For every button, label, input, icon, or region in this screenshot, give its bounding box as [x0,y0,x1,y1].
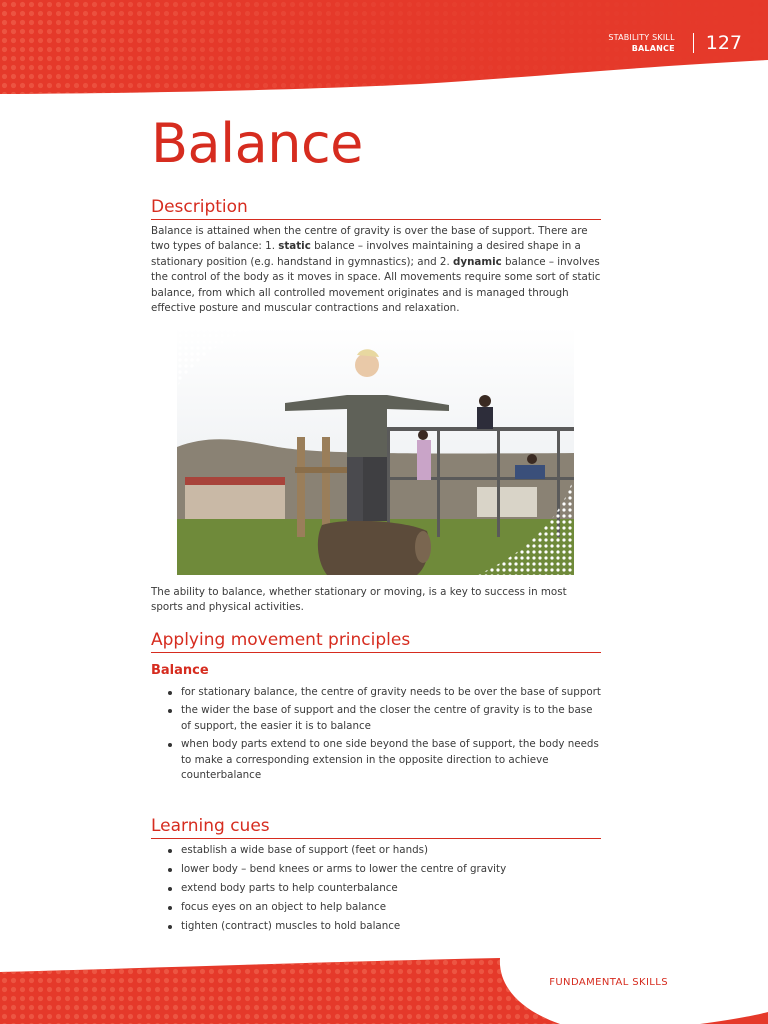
list-item: focus eyes on an object to help balance [151,900,601,915]
description-text-3: balance – involves the control of the body as it moves in space. All movements require some sort of static balance, from which all controlled movement originates and is managed through effective posture and muscular contractions and relaxation. [151,255,601,315]
list-item: when body parts extend to one side beyond the base of support, the body needs to make a corresponding extension in the opposite direction to achieve counterbalance [151,737,601,783]
description-text-2: balance – involves maintaining a desired shape in a stationary position (e.g. handstand in gymnastics); and 2. [151,240,581,268]
list-item: extend body parts to help counterbalance [151,881,601,896]
page-number: 127 [705,32,742,54]
page-header-info [608,32,742,54]
list-item: for stationary balance, the centre of gravity needs to be over the base of support [151,685,601,700]
learning-cues-list [151,843,601,934]
footer-label: FUNDAMENTAL SKILLS [549,977,668,988]
list-item: the wider the base of support and the closer the centre of gravity is to the base of support, the easier it is to balance [151,703,601,734]
photo-caption: The ability to balance, whether stationary or moving, is a key to success in most sports and physical activities. [151,586,567,614]
list-item: lower body – bend knees or arms to lower the centre of gravity [151,862,601,877]
header-divider [693,33,694,53]
list-item: establish a wide base of support (feet or hands) [151,843,601,858]
learning-cues-heading: Learning cues [151,816,601,839]
description-heading: Description [151,197,601,220]
topic-label: BALANCE [631,44,675,53]
section-label: STABILITY SKILL [608,33,675,42]
description-paragraph [151,224,601,316]
balance-subheading: Balance [151,663,209,678]
applying-list [151,685,601,783]
page-title: Balance [151,112,363,175]
applying-heading: Applying movement principles [151,630,601,653]
balance-photo [177,327,574,575]
description-text-1: Balance is attained when the centre of gravity is over the base of support. There are two types of balance: 1. [151,225,588,253]
static-term: static [278,240,311,253]
dynamic-term: dynamic [453,255,502,268]
footer-band [0,958,768,1024]
list-item: tighten (contract) muscles to hold balance [151,919,601,934]
